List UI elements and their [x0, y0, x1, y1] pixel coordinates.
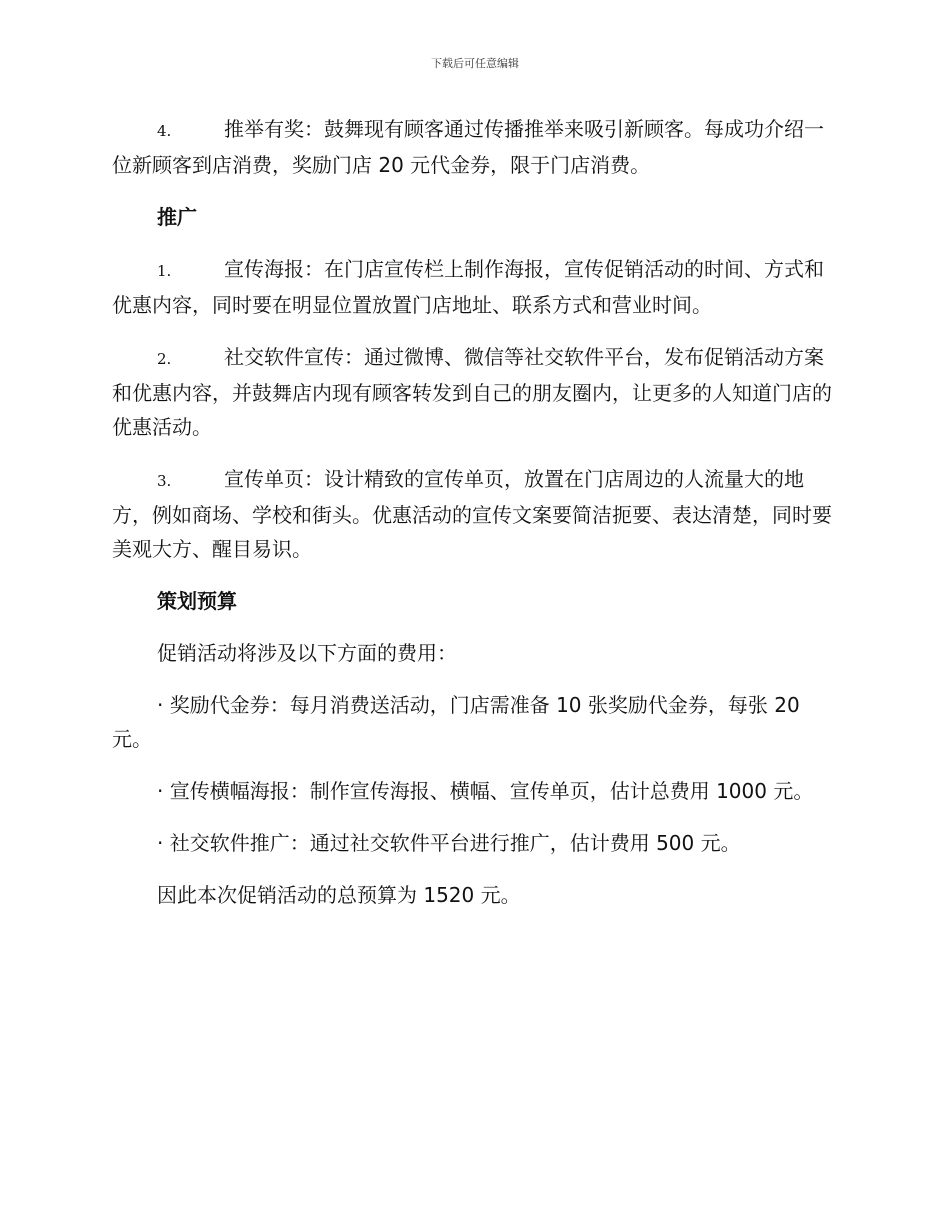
section-heading-promotion: 推广 — [157, 205, 197, 229]
list-number: 1. — [157, 262, 172, 280]
budget-bullet-posters: · 宣传横幅海报：制作宣传海报、横幅、宣传单页，估计总费用 1000 元。 — [157, 779, 814, 803]
document-body — [112, 112, 838, 930]
list-item-2 — [112, 340, 838, 444]
list-item-text: 社交软件宣传：通过微博、微信等社交软件平台，发布促销活动方案和优惠内容，并鼓舞店内现有顾客转发到自己的朋友圈内，让更多的人知道门店的优惠活动。 — [112, 345, 832, 439]
budget-bullet-voucher: · 奖励代金券：每月消费送活动，门店需准备 10 张奖励代金券，每张 20 元。 — [112, 693, 800, 751]
list-number: 3. — [157, 472, 172, 490]
page-header: 下载后可任意编辑 — [431, 57, 519, 70]
section-heading-budget: 策划预算 — [157, 589, 237, 613]
list-item-3 — [112, 462, 838, 566]
list-item-text: 宣传单页：设计精致的宣传单页，放置在门店周边的人流量大的地方，例如商场、学校和街头。优惠活动的宣传文案要简洁扼要、表达清楚，同时要美观大方、醒目易识。 — [112, 467, 832, 561]
list-item-text: 宣传海报：在门店宣传栏上制作海报，宣传促销活动的时间、方式和优惠内容，同时要在明显位置放置门店地址、联系方式和营业时间。 — [112, 257, 824, 317]
budget-conclusion: 因此本次促销活动的总预算为 1520 元。 — [157, 883, 521, 907]
list-number: 4. — [157, 122, 172, 140]
list-item-4 — [112, 112, 838, 182]
budget-intro: 促销活动将涉及以下方面的费用： — [157, 641, 457, 665]
list-item-text: 推举有奖：鼓舞现有顾客通过传播推举来吸引新顾客。每成功介绍一位新顾客到店消费，奖励门店 20 元代金券，限于门店消费。 — [112, 117, 824, 177]
budget-bullet-social: · 社交软件推广：通过社交软件平台进行推广，估计费用 500 元。 — [157, 831, 741, 855]
list-number: 2. — [157, 350, 172, 368]
list-item-1 — [112, 252, 838, 322]
